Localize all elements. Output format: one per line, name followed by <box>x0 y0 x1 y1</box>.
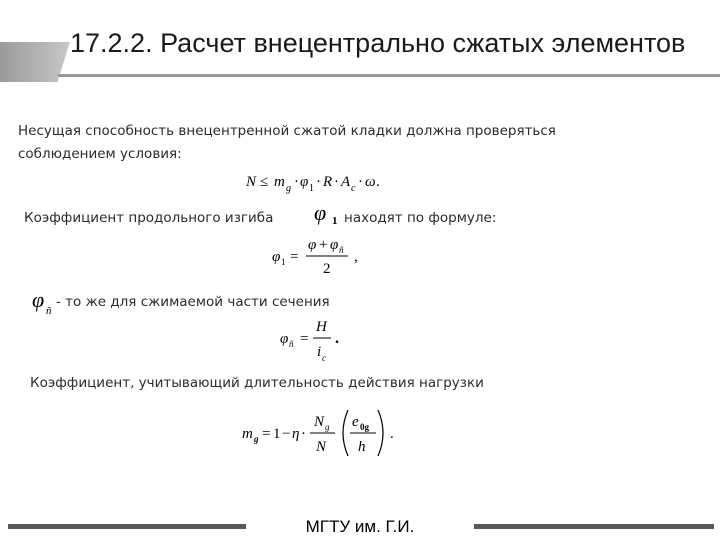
slide-title: 17.2.2. Расчет внецентрально сжатых элементов <box>70 28 686 58</box>
f3-den: i <box>317 344 322 360</box>
phi-c-symbol-sub: ñ <box>46 305 52 317</box>
coef-line-left: Коэффициент продольного изгиба <box>24 210 274 226</box>
coef-line-right: находят по формуле: <box>344 210 497 226</box>
f1-phi-sub: 1 <box>309 183 314 194</box>
f1-dot1: · <box>294 174 299 190</box>
f1-end: . <box>376 174 380 190</box>
f4-frac1-num: N <box>314 414 325 430</box>
f4-eta: η <box>292 426 300 442</box>
formula-phi-c-svg <box>278 316 358 364</box>
f2-num-phi2-sub: ñ <box>339 245 344 255</box>
f2-num-phi: φ <box>308 237 317 253</box>
phi1-symbol-phi: φ <box>314 200 327 225</box>
f3-end: . <box>335 330 339 347</box>
f1-A: A <box>341 174 351 190</box>
f4-frac2-num: e <box>352 414 359 430</box>
f4-minus: − <box>282 426 291 442</box>
f4-right-paren <box>378 410 383 456</box>
f3-lhs: φ <box>280 331 289 347</box>
formula-phi-c <box>278 316 358 369</box>
f3-lhs-sub: ñ <box>289 339 294 349</box>
f2-lhs-sub: 1 <box>281 257 286 267</box>
f4-frac1-num-sub: g <box>325 422 330 432</box>
footer-text: МГТУ им. Г.И. <box>302 517 419 536</box>
f3-num: H <box>316 319 327 335</box>
f2-num-phi2: φ <box>330 237 339 253</box>
f1-phi: φ <box>300 174 309 190</box>
f2-den: 2 <box>323 261 331 277</box>
f2-plus: + <box>319 237 328 253</box>
footer <box>0 517 720 537</box>
f1-m: m <box>274 174 285 190</box>
f1-R: R <box>323 174 333 190</box>
f4-frac2-den: h <box>358 439 366 455</box>
f3-den-sub: c <box>322 353 326 363</box>
f1-dot4: · <box>358 174 363 190</box>
f2-lhs: φ <box>272 249 281 265</box>
title-underline <box>58 74 720 77</box>
f4-m-sub: g <box>254 434 259 444</box>
f1-m-sub: g <box>286 183 291 194</box>
f4-one: 1 <box>273 426 281 442</box>
f1-A-sub: c <box>351 183 356 194</box>
f4-left-paren <box>343 410 348 456</box>
long-coef-description: Коэффициент, учитывающий длительность действия нагрузки <box>30 375 484 391</box>
intro-line-2: соблюдением условия: <box>18 146 182 162</box>
phi1-symbol-sub: 1 <box>332 215 338 227</box>
formula-bearing-capacity-svg <box>244 170 404 194</box>
f1-dot3: · <box>334 174 339 190</box>
f4-frac2-num-sub: 0g <box>360 422 369 432</box>
formula-phi1 <box>270 234 370 285</box>
formula-mg-svg <box>240 404 420 462</box>
intro-line-1: Несущая способность внецентренной сжатой кладки должна проверяться <box>18 123 556 139</box>
f4-frac1-den: N <box>316 439 327 455</box>
f2-eq: = <box>290 249 299 265</box>
formula-phi1-svg <box>270 234 370 280</box>
f4-dot: · <box>301 426 306 442</box>
f1-N: N <box>246 174 257 190</box>
phi1-symbol-svg <box>312 200 346 228</box>
phi1-symbol <box>312 200 346 233</box>
f1-omega: ω <box>365 174 376 190</box>
phi-c-symbol-phi: φ <box>32 287 45 312</box>
f4-eq: = <box>262 426 271 442</box>
f4-end: . <box>390 426 394 442</box>
f2-end: , <box>354 249 358 265</box>
f4-m: m <box>242 426 253 442</box>
f1-dot2: · <box>316 174 321 190</box>
f1-le: ≤ <box>260 174 269 190</box>
formula-bearing-capacity <box>244 170 404 199</box>
phi-c-description: - то же для сжимаемой части сечения <box>56 294 330 310</box>
formula-mg <box>240 404 420 467</box>
f3-eq: = <box>300 331 309 347</box>
